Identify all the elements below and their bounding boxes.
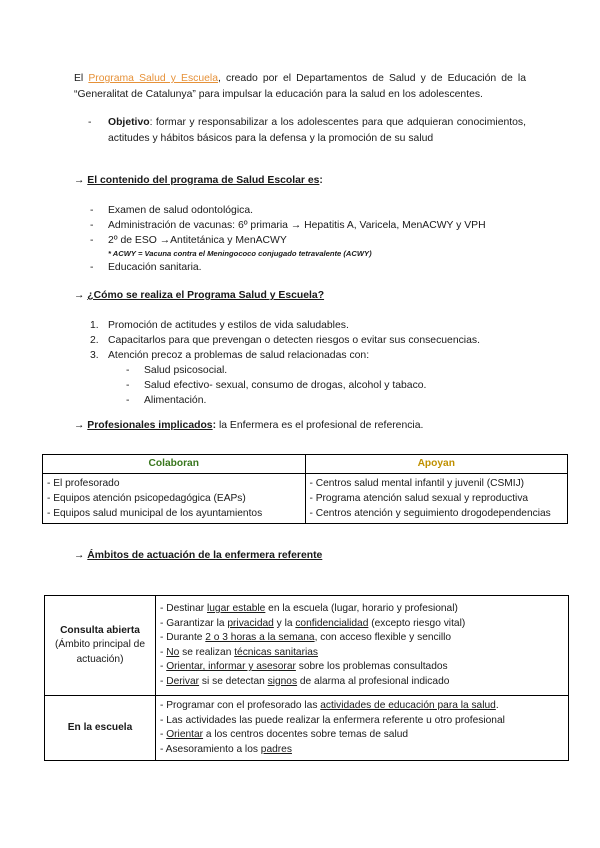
numbered-item: 3. Atención precoz a problemas de salud relacionadas con: [90,350,370,361]
list-item: - Educación sanitaria. [90,262,202,273]
numbered-item: 2. Capacitarlos para que prevengan o detecten riesgos o evitar sus consecuencias. [90,335,480,346]
ambitos-title: Ámbitos de actuación de la enfermera referente [87,550,323,561]
escuela-details: - Programar con el profesorado las actividades de educación para la salud. - Las actividades las puede realizar la enfermera referente u otro profesional - Orientar a los centros docentes sobre temas de salud - Asesoramiento a los padres [156,696,569,761]
support-cell: - Centros salud mental infantil y juvenil (CSMIJ) - Programa atención salud sexual y reproductiva - Centros atención y seguimiento drogodependencias [305,474,568,524]
consulta-details: - Destinar lugar estable en la escuela (lugar, horario y profesional) - Garantizar la privacidad y la confidencialidad (excepto riesgo vital) - Durante 2 o 3 horas a la semana, con acceso flexible y sencillo - No se realizan técnicas sanitarias - Orientar, informar y asesorar sobre los problemas consultados - Derivar si se detectan signos de alarma al profesional indicado [156,596,569,696]
numbered-item: 1. Promoción de actitudes y estilos de vida saludables. [90,320,349,331]
vaccine-note: * ACWY = Vacuna contra el Meningococo conjugado tetravalente (ACWY) [108,249,372,258]
intro-suffix: , creado por el Departamentos de Salud y de Educación de la “Generalitat de Catalunya” para impulsar la educación para la salud en los adolescentes. [74,73,526,100]
list-item: - Administración de vacunas: 6º primaria → Hepatitis A, Varicela, MenACWY y VPH [90,220,486,231]
professionals-title: Profesionales implicados [87,420,213,431]
consulta-title: Consulta abierta [60,624,140,636]
arrow-icon: → [74,290,88,301]
ambitos-table [44,595,569,761]
consulta-cell [45,596,156,696]
content-heading [74,175,323,186]
consulta-subtitle: (Ámbito principal de actuación) [54,639,146,665]
content-list [90,203,548,275]
content-title: El contenido del programa de Salud Escolar es [87,175,320,186]
how-heading [74,290,324,301]
content-colon: : [319,175,323,186]
objective-label: Objetivo [108,117,150,128]
professionals-line: → Profesionales implicados: la Enfermera es el profesional de referencia. [74,420,424,431]
escuela-cell: En la escuela [45,696,156,761]
arrow-icon: → [74,175,88,186]
how-list [90,318,548,408]
support-header: Apoyan [305,455,568,474]
objective-bullet [88,115,526,147]
intro-paragraph [74,71,526,103]
program-name-link[interactable]: Programa Salud y Escuela [88,73,219,84]
sub-list [108,363,548,408]
professionals-text: la Enfermera es el profesional de referencia. [216,420,424,431]
how-title: ¿Cómo se realiza el Programa Salud y Escuela? [87,290,325,301]
bullet-dash: - [88,117,92,128]
objective-text [104,115,526,147]
sub-item: - Salud psicosocial. [126,365,228,376]
ambitos-heading [74,550,322,561]
table-row [45,596,569,696]
table-row [45,696,569,761]
arrow-icon: → [74,420,88,431]
sub-item: - Salud efectivo- sexual, consumo de drogas, alcohol y tabaco. [126,380,427,391]
list-item: - Examen de salud odontológica. [90,205,253,216]
collab-table [42,454,568,524]
collab-cell: - El profesorado - Equipos atención psicopedagógica (EAPs) - Equipos salud municipal de los ayuntamientos [43,474,306,524]
sub-item: - Alimentación. [126,395,207,406]
arrow-icon: → [74,550,88,561]
objective-body: : formar y responsabilizar a los adolescentes para que adquieran conocimientos, actitudes y hábitos básicos para la defensa y la promoción de su salud [108,117,526,144]
intro-prefix: El [74,73,89,84]
collab-header: Colaboran [43,455,306,474]
list-item: - 2º de ESO →Antitetánica y MenACWY [90,235,287,246]
